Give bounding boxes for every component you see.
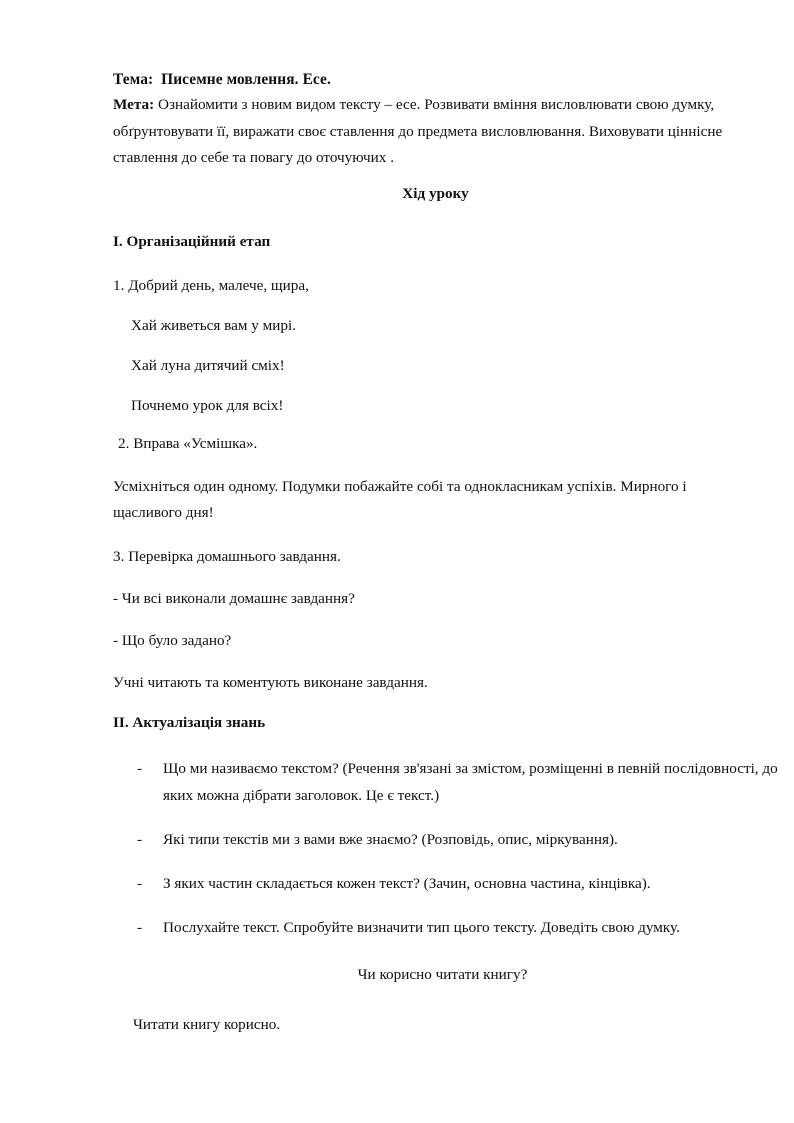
spacer bbox=[113, 378, 758, 394]
reading-text-first-line: Читати книгу корисно. bbox=[133, 1015, 281, 1033]
lesson-topic-gap bbox=[153, 71, 161, 88]
spacer bbox=[113, 456, 758, 474]
spacer bbox=[113, 569, 758, 587]
lesson-topic-value: Писемне мовлення. Есе. bbox=[161, 71, 331, 88]
spacer bbox=[113, 338, 758, 354]
poem-line-3: Почнемо урок для всіх! bbox=[131, 396, 284, 414]
list-item bbox=[113, 755, 794, 809]
spacer bbox=[113, 611, 758, 629]
lesson-topic-label: Тема: bbox=[113, 71, 154, 88]
list-item-text: Які типи текстів ми з вами вже знаємо? (Розповідь, опис, міркування). bbox=[163, 830, 618, 848]
lesson-goal-paragraph bbox=[113, 92, 749, 172]
dash-bullet-icon: - bbox=[137, 918, 143, 936]
spacer bbox=[113, 206, 758, 230]
org-item-2: 2. Вправа «Усмішка». bbox=[118, 434, 258, 452]
list-item-text: Послухайте текст. Спробуйте визначити тип цього тексту. Доведіть свою думку. bbox=[163, 918, 680, 936]
dash-bullet-icon: - bbox=[137, 759, 143, 777]
spacer bbox=[113, 735, 758, 755]
lesson-flow-heading: Хід уроку bbox=[402, 184, 469, 202]
poem-line-1: Хай живеться вам у мирі. bbox=[131, 316, 297, 334]
document-body bbox=[113, 68, 778, 1037]
list-item-text: З яких частин складається кожен текст? (Зачин, основна частина, кінцівка). bbox=[163, 874, 651, 892]
spacer bbox=[113, 941, 758, 963]
lesson-goal-text: Ознайомити з новим видом тексту – есе. Розвивати вміння висловлювати свою думку, обґрунтовувати її, виражати своє ставлення до предмета висловлювання. Виховувати ціннісне ставлення до себе та повагу до оточуючих . bbox=[113, 96, 723, 166]
homework-question-2: - Що було задано? bbox=[113, 631, 232, 649]
homework-closing-line: Учні читають та коментують виконане завдання. bbox=[113, 673, 428, 691]
list-item bbox=[113, 826, 794, 853]
spacer bbox=[113, 653, 758, 671]
list-item bbox=[113, 914, 794, 941]
lesson-topic-line bbox=[113, 68, 758, 92]
section-heading-one: I. Організаційний етап bbox=[113, 232, 271, 250]
list-item bbox=[113, 870, 794, 897]
spacer bbox=[113, 298, 758, 314]
spacer bbox=[113, 172, 758, 182]
list-item-text: Що ми називаємо текстом? (Речення зв'язані за змістом, розміщенні в певній послідовності, до яких можна дібрати заголовок. Це є текст.) bbox=[163, 759, 778, 804]
reading-text-title: Чи корисно читати книгу? bbox=[357, 965, 528, 983]
poem-line-2: Хай луна дитячий сміх! bbox=[131, 356, 285, 374]
org-item-3: 3. Перевірка домашнього завдання. bbox=[113, 547, 341, 565]
actualization-question-list bbox=[113, 755, 778, 941]
spacer bbox=[113, 527, 758, 545]
spacer bbox=[113, 418, 758, 432]
dash-bullet-icon: - bbox=[137, 830, 143, 848]
spacer bbox=[113, 695, 758, 711]
dash-bullet-icon: - bbox=[137, 874, 143, 892]
org-item-1: 1. Добрий день, малече, щира, bbox=[113, 276, 309, 294]
spacer bbox=[113, 987, 758, 1013]
section-heading-two: II. Актуалізація знань bbox=[113, 713, 266, 731]
homework-question-1: - Чи всі виконали домашнє завдання? bbox=[113, 589, 355, 607]
smile-exercise-text: Усміхніться один одному. Подумки побажайте собі та однокласникам успіхів. Мирного і щасливого дня! bbox=[113, 477, 687, 521]
spacer bbox=[113, 254, 758, 274]
lesson-goal-label: Мета: bbox=[113, 96, 155, 113]
